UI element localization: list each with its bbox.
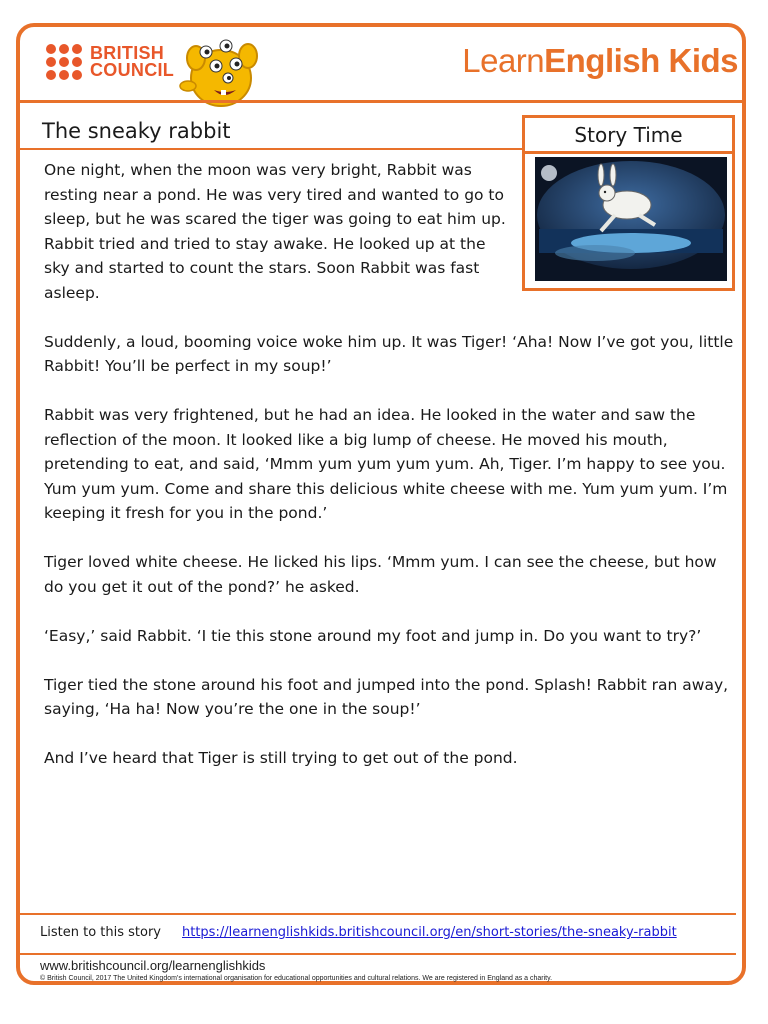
header-divider	[20, 100, 746, 103]
story-paragraph: Rabbit was very frightened, but he had an idea. He looked in the water and saw the reflection of the moon. It looked like a big lump of cheese. He moved his mouth, pretending to eat, and said, ‘Mmm yum yum yum yum. Ah, Tiger. I’m happy to see you. Yum yum yum. Come and share this delicious white cheese with me. Yum yum yum. I’m keeping it fresh for you in the pond.’	[44, 406, 728, 522]
monster-mascot-icon	[176, 34, 266, 110]
story-paragraph: Tiger loved white cheese. He licked his lips. ‘Mmm yum. I can see the cheese, but how do you get it out of the pond?’ he asked.	[44, 553, 717, 596]
brand-line-2: COUNCIL	[90, 60, 175, 80]
story-paragraph: ‘Easy,’ said Rabbit. ‘I tie this stone around my foot and jump in. Do you want to try?’	[44, 626, 702, 645]
footer-divider-top	[20, 913, 736, 915]
story-title: The sneaky rabbit	[42, 119, 231, 143]
website-url: www.britishcouncil.org/learnenglishkids	[40, 958, 266, 973]
listen-label: Listen to this story	[40, 925, 161, 940]
story-paragraph: Tiger tied the stone around his foot and jumped into the pond. Splash! Rabbit ran away, saying, ‘Ha ha! Now you’re the one in the soup!’	[44, 675, 729, 718]
story-audio-link[interactable]: https://learnenglishkids.britishcouncil.org/en/short-stories/the-sneaky-rabbit	[182, 925, 677, 940]
learnenglish-kids-logo: LearnEnglish Kids	[462, 42, 738, 79]
story-paragraph: Suddenly, a loud, booming voice woke him up. It was Tiger! ‘Aha! Now I’ve got you, little Rabbit! You’ll be perfect in my soup!’	[44, 332, 734, 375]
story-paragraph: And I’ve heard that Tiger is still trying to get out of the pond.	[44, 749, 518, 767]
story-text	[44, 158, 734, 795]
story-paragraph: One night, when the moon was very bright, Rabbit was resting near a pond. He was very tired and wanted to go to sleep, but he was scared the tiger was going to eat him up. Rabbit tried and tried to stay awake. He looked up at the sky and started to count the stars. Soon Rabbit was fast asleep.	[44, 161, 506, 302]
british-council-logo	[46, 44, 174, 80]
title-divider	[20, 148, 522, 150]
british-council-dots-icon	[46, 44, 82, 80]
footer-divider-bottom	[20, 953, 736, 955]
brand-line-1: BRITISH	[90, 43, 165, 63]
story-time-label: Story Time	[525, 118, 732, 154]
copyright-notice: © British Council, 2017 The United Kingdom’s international organisation for educational opportunities and cultural relations. We are registered in England as a charity.	[40, 975, 553, 982]
